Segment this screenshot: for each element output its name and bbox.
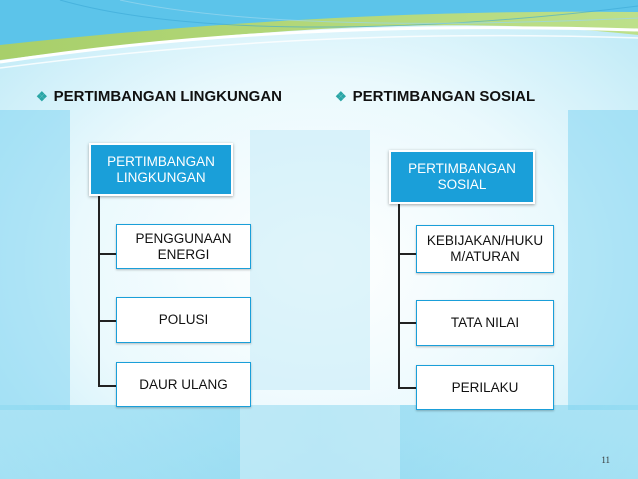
left-root-node: PERTIMBANGAN LINGKUNGAN [89,143,233,196]
left-connector-vertical [98,196,100,385]
right-heading-text: PERTIMBANGAN SOSIAL [352,88,536,105]
left-child-node: POLUSI [116,297,251,343]
left-connector-branch [98,320,116,322]
right-connector-branch [398,322,416,324]
right-child-node: PERILAKU [416,365,554,410]
page-number: 11 [601,455,610,465]
right-connector-branch [398,387,416,389]
right-child-node: TATA NILAI [416,300,554,346]
right-connector-vertical [398,204,400,387]
left-connector-branch [98,253,116,255]
diamond-bullet-icon: ❖ [36,88,48,104]
left-heading-text: PERTIMBANGAN LINGKUNGAN [53,88,282,105]
right-heading [335,88,535,105]
left-connector-branch [98,385,116,387]
diamond-bullet-icon: ❖ [335,88,347,104]
right-child-node: KEBIJAKAN/HUKUM/ATURAN [416,225,554,273]
left-heading [36,88,282,105]
left-child-node: PENGGUNAAN ENERGI [116,224,251,269]
right-root-node: PERTIMBANGAN SOSIAL [389,150,535,204]
right-connector-branch [398,253,416,255]
left-child-node: DAUR ULANG [116,362,251,407]
